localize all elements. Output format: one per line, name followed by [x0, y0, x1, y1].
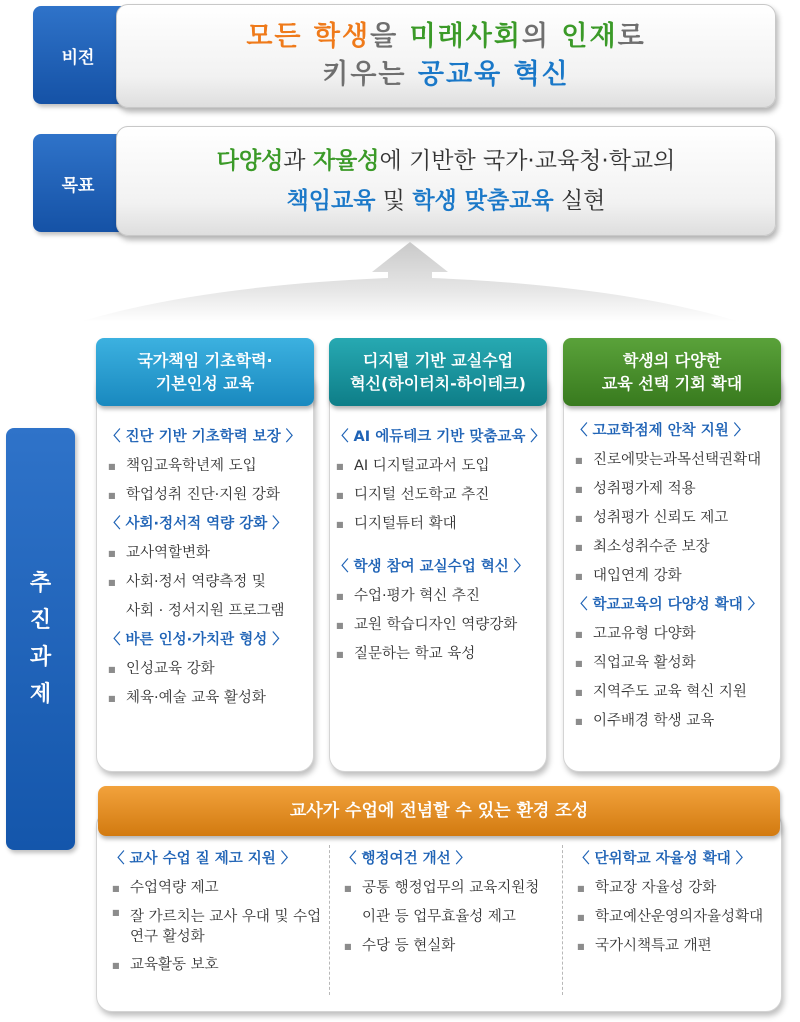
list-item: ■ 교육활동 보호 — [110, 951, 325, 980]
list-item: ■ 수업·평가 혁신 추진 — [334, 582, 544, 611]
list-item: ■ 고교유형 다양화 — [573, 620, 778, 649]
task-column-3-header: 학생의 다양한 교육 선택 기회 확대 — [563, 338, 781, 406]
list-item: ■ 최소성취수준 보장 — [573, 533, 778, 562]
text-segment: 자율성 — [312, 148, 380, 174]
section-heading: 〈 사회·정서적 역량 강화 〉 — [106, 516, 287, 532]
text-segment: 모든 — [246, 21, 314, 52]
text-segment: 학생 — [313, 21, 371, 52]
section-heading: 〈 고교학점제 안착 지원 〉 — [573, 423, 749, 439]
divider — [562, 845, 563, 995]
list-item: ■ 교원 학습디자인 역량강화 — [334, 611, 544, 640]
up-arrow-icon — [60, 238, 760, 322]
text-segment: 에 기반한 국가·교육청·학교의 — [379, 148, 676, 174]
list-item: ■ 학업성취 진단·지원 강화 — [106, 481, 311, 510]
text-segment: 을 — [370, 21, 410, 52]
list-item: ■ 학교장 자율성 강화 — [575, 874, 780, 903]
list-item: ■ 직업교육 활성화 — [573, 649, 778, 678]
section-heading: 〈 학교교육의 다양성 확대 〉 — [573, 597, 763, 613]
list-item: ■ 국가시책특교 개편 — [575, 932, 780, 961]
list-item: ■ 수당 등 현실화 — [342, 932, 560, 961]
text-segment: 로 — [617, 21, 646, 52]
text-segment: 의 — [521, 21, 562, 52]
bottom-header: 교사가 수업에 전념할 수 있는 환경 조성 — [98, 786, 780, 836]
section-heading: 〈 단위학교 자율성 확대 〉 — [575, 851, 751, 867]
bottom-column-2-list — [342, 845, 560, 961]
text-segment: 과 — [283, 148, 313, 174]
list-item: ■ 공통 행정업무의 교육지원청 — [342, 874, 560, 903]
divider — [329, 845, 330, 995]
text-segment: 미래사회 — [409, 21, 522, 52]
list-item: ■ 수업역량 제고 — [110, 874, 325, 903]
list-item: ■ 성취평가제 적용 — [573, 475, 778, 504]
list-item: ■ 인성교육 강화 — [106, 655, 311, 684]
vision-box — [116, 4, 776, 108]
task-column-1-list — [106, 423, 311, 713]
list-item: ■ 사회·정서 역량측정 및 — [106, 568, 311, 597]
section-heading: 〈 행정여건 개선 〉 — [342, 851, 471, 867]
section-heading: 〈 교사 수업 질 제고 지원 〉 — [110, 851, 296, 867]
goal-text-line1 — [217, 141, 676, 181]
list-item-continuation: 이관 등 업무효율성 제고 — [362, 909, 516, 925]
vision-text-line1 — [246, 18, 645, 56]
text-segment: 인재 — [561, 21, 618, 52]
text-segment: 다양성 — [216, 148, 284, 174]
task-column-2-header: 디지털 기반 교실수업 혁신(하이터치-하이테크) — [329, 338, 547, 406]
list-item: ■ 지역주도 교육 혁신 지원 — [573, 678, 778, 707]
text-segment: 키우는 — [322, 59, 418, 90]
list-item: ■ 질문하는 학교 육성 — [334, 640, 544, 669]
goal-box — [116, 126, 776, 236]
list-item: ■ 학교예산운영의자율성확대 — [575, 903, 780, 932]
list-item: ■ 성취평가 신뢰도 제고 — [573, 504, 778, 533]
bottom-column-1-list — [110, 845, 325, 980]
text-segment: 책임교육 — [286, 188, 376, 214]
list-item: ■ AI 디지털교과서 도입 — [334, 452, 544, 481]
section-heading: 〈 진단 기반 기초학력 보장 〉 — [106, 429, 301, 445]
list-item: ■ 디지털 선도학교 추진 — [334, 481, 544, 510]
text-segment: 학생 맞춤교육 — [412, 188, 554, 214]
goal-text-line2 — [287, 181, 606, 221]
list-item-continuation: 사회 · 정서지원 프로그램 — [126, 603, 285, 619]
list-item: ■ 대입연계 강화 — [573, 562, 778, 591]
list-item: ■ 진로에맞는과목선택권확대 — [573, 446, 778, 475]
list-item: ■ 이주배경 학생 교육 — [573, 707, 778, 736]
spacer — [334, 539, 544, 553]
text-segment: 공교육 혁신 — [417, 59, 570, 90]
list-item: ■ 잘 가르치는 교사 우대 및 수업 연구 활성화 — [110, 903, 325, 951]
list-item: ■ 디지털튜터 확대 — [334, 510, 544, 539]
task-column-3-list — [573, 417, 778, 736]
bottom-column-3-list — [575, 845, 780, 961]
section-heading: 〈 바른 인성·가치관 형성 〉 — [106, 632, 287, 648]
task-column-2-list — [334, 423, 544, 669]
text-segment: 실현 — [553, 188, 606, 214]
section-heading: 〈 학생 참여 교실수업 혁신 〉 — [334, 559, 529, 575]
section-heading: 〈 AI 에듀테크 기반 맞춤교육 〉 — [334, 429, 545, 445]
task-column-1-header: 국가책임 기초학력· 기본인성 교육 — [96, 338, 314, 406]
vision-text-line2 — [322, 56, 569, 94]
list-item: ■ 체육·예술 교육 활성화 — [106, 684, 311, 713]
list-item: ■ 교사역할변화 — [106, 539, 311, 568]
vision-label: 비전 — [33, 6, 123, 104]
text-segment: 및 — [375, 188, 413, 214]
list-item: ■ 책임교육학년제 도입 — [106, 452, 311, 481]
tasks-label: 추 진 과 제 — [6, 428, 75, 850]
goal-label: 목표 — [33, 134, 123, 232]
